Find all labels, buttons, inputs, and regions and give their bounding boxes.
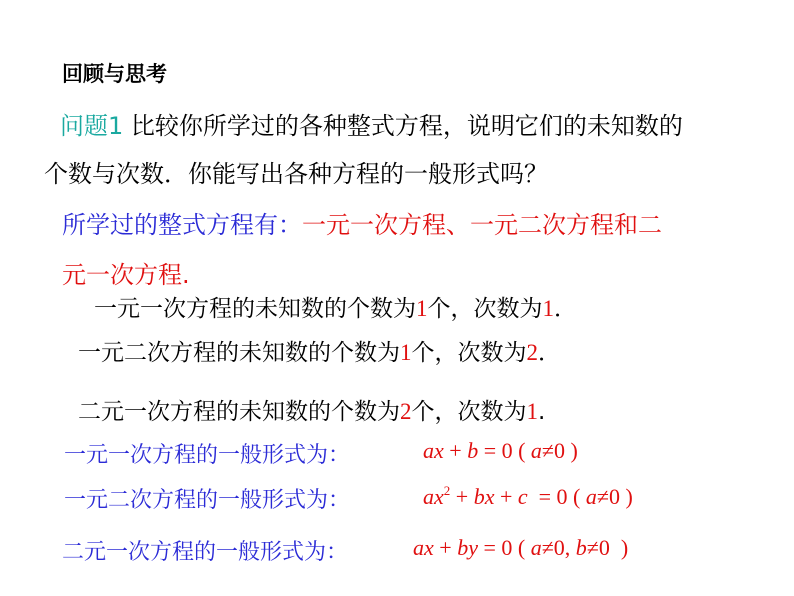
statement-1 xyxy=(94,290,577,323)
question-line-2: 个数与次数．你能写出各种方程的一般形式吗？ xyxy=(44,160,548,188)
statement-1-end: ． xyxy=(554,296,577,322)
statement-1-count: 1 xyxy=(416,296,428,321)
statement-1-mid: 个，次数为 xyxy=(427,296,543,322)
form-formula-1: ax + b = 0 ( a≠0 ) xyxy=(423,438,578,463)
statement-3-end: . xyxy=(538,399,546,425)
form-formula-2: $ax^2$ + bx + c = 0 ( a≠0 ) xyxy=(423,483,633,509)
answer-list-1: 一元一次方程、一元二次方程和二 xyxy=(302,211,662,239)
statement-2-end: ． xyxy=(538,340,561,366)
statement-2-mid: 个，次数为 xyxy=(411,340,527,366)
statement-2-degree: 2 xyxy=(526,340,538,365)
statement-3-mid: 个，次数为 xyxy=(411,399,527,425)
form-formula-3: ax + by = 0 ( a≠0, b≠0 ) xyxy=(413,535,629,560)
form-label-1: 一元一次方程的一般形式为： xyxy=(64,443,351,468)
statement-2 xyxy=(78,334,561,367)
form-label-2: 一元二次方程的一般形式为： xyxy=(64,488,351,513)
statement-3 xyxy=(78,393,545,426)
question-label: 问题1 xyxy=(60,112,124,140)
answer-line-2: 元一次方程. xyxy=(62,261,190,289)
statement-2-count: 1 xyxy=(400,340,412,365)
question-text-1: 比较你所学过的各种整式方程，说明它们的未知数的 xyxy=(130,112,683,140)
question-line-1 xyxy=(60,106,683,141)
section-heading: 回顾与思考 xyxy=(62,62,167,86)
statement-3-degree: 1 xyxy=(526,399,538,424)
answer-prefix: 所学过的整式方程有： xyxy=(62,211,302,239)
statement-3-text: 二元一次方程的未知数的个数为 xyxy=(78,399,400,425)
statement-2-text: 一元二次方程的未知数的个数为 xyxy=(78,340,400,366)
statement-3-count: 2 xyxy=(400,399,412,424)
statement-1-text: 一元一次方程的未知数的个数为 xyxy=(94,296,416,322)
answer-line-1 xyxy=(62,205,662,240)
form-label-3: 二元一次方程的一般形式为： xyxy=(62,540,349,565)
statement-1-degree: 1 xyxy=(542,296,554,321)
